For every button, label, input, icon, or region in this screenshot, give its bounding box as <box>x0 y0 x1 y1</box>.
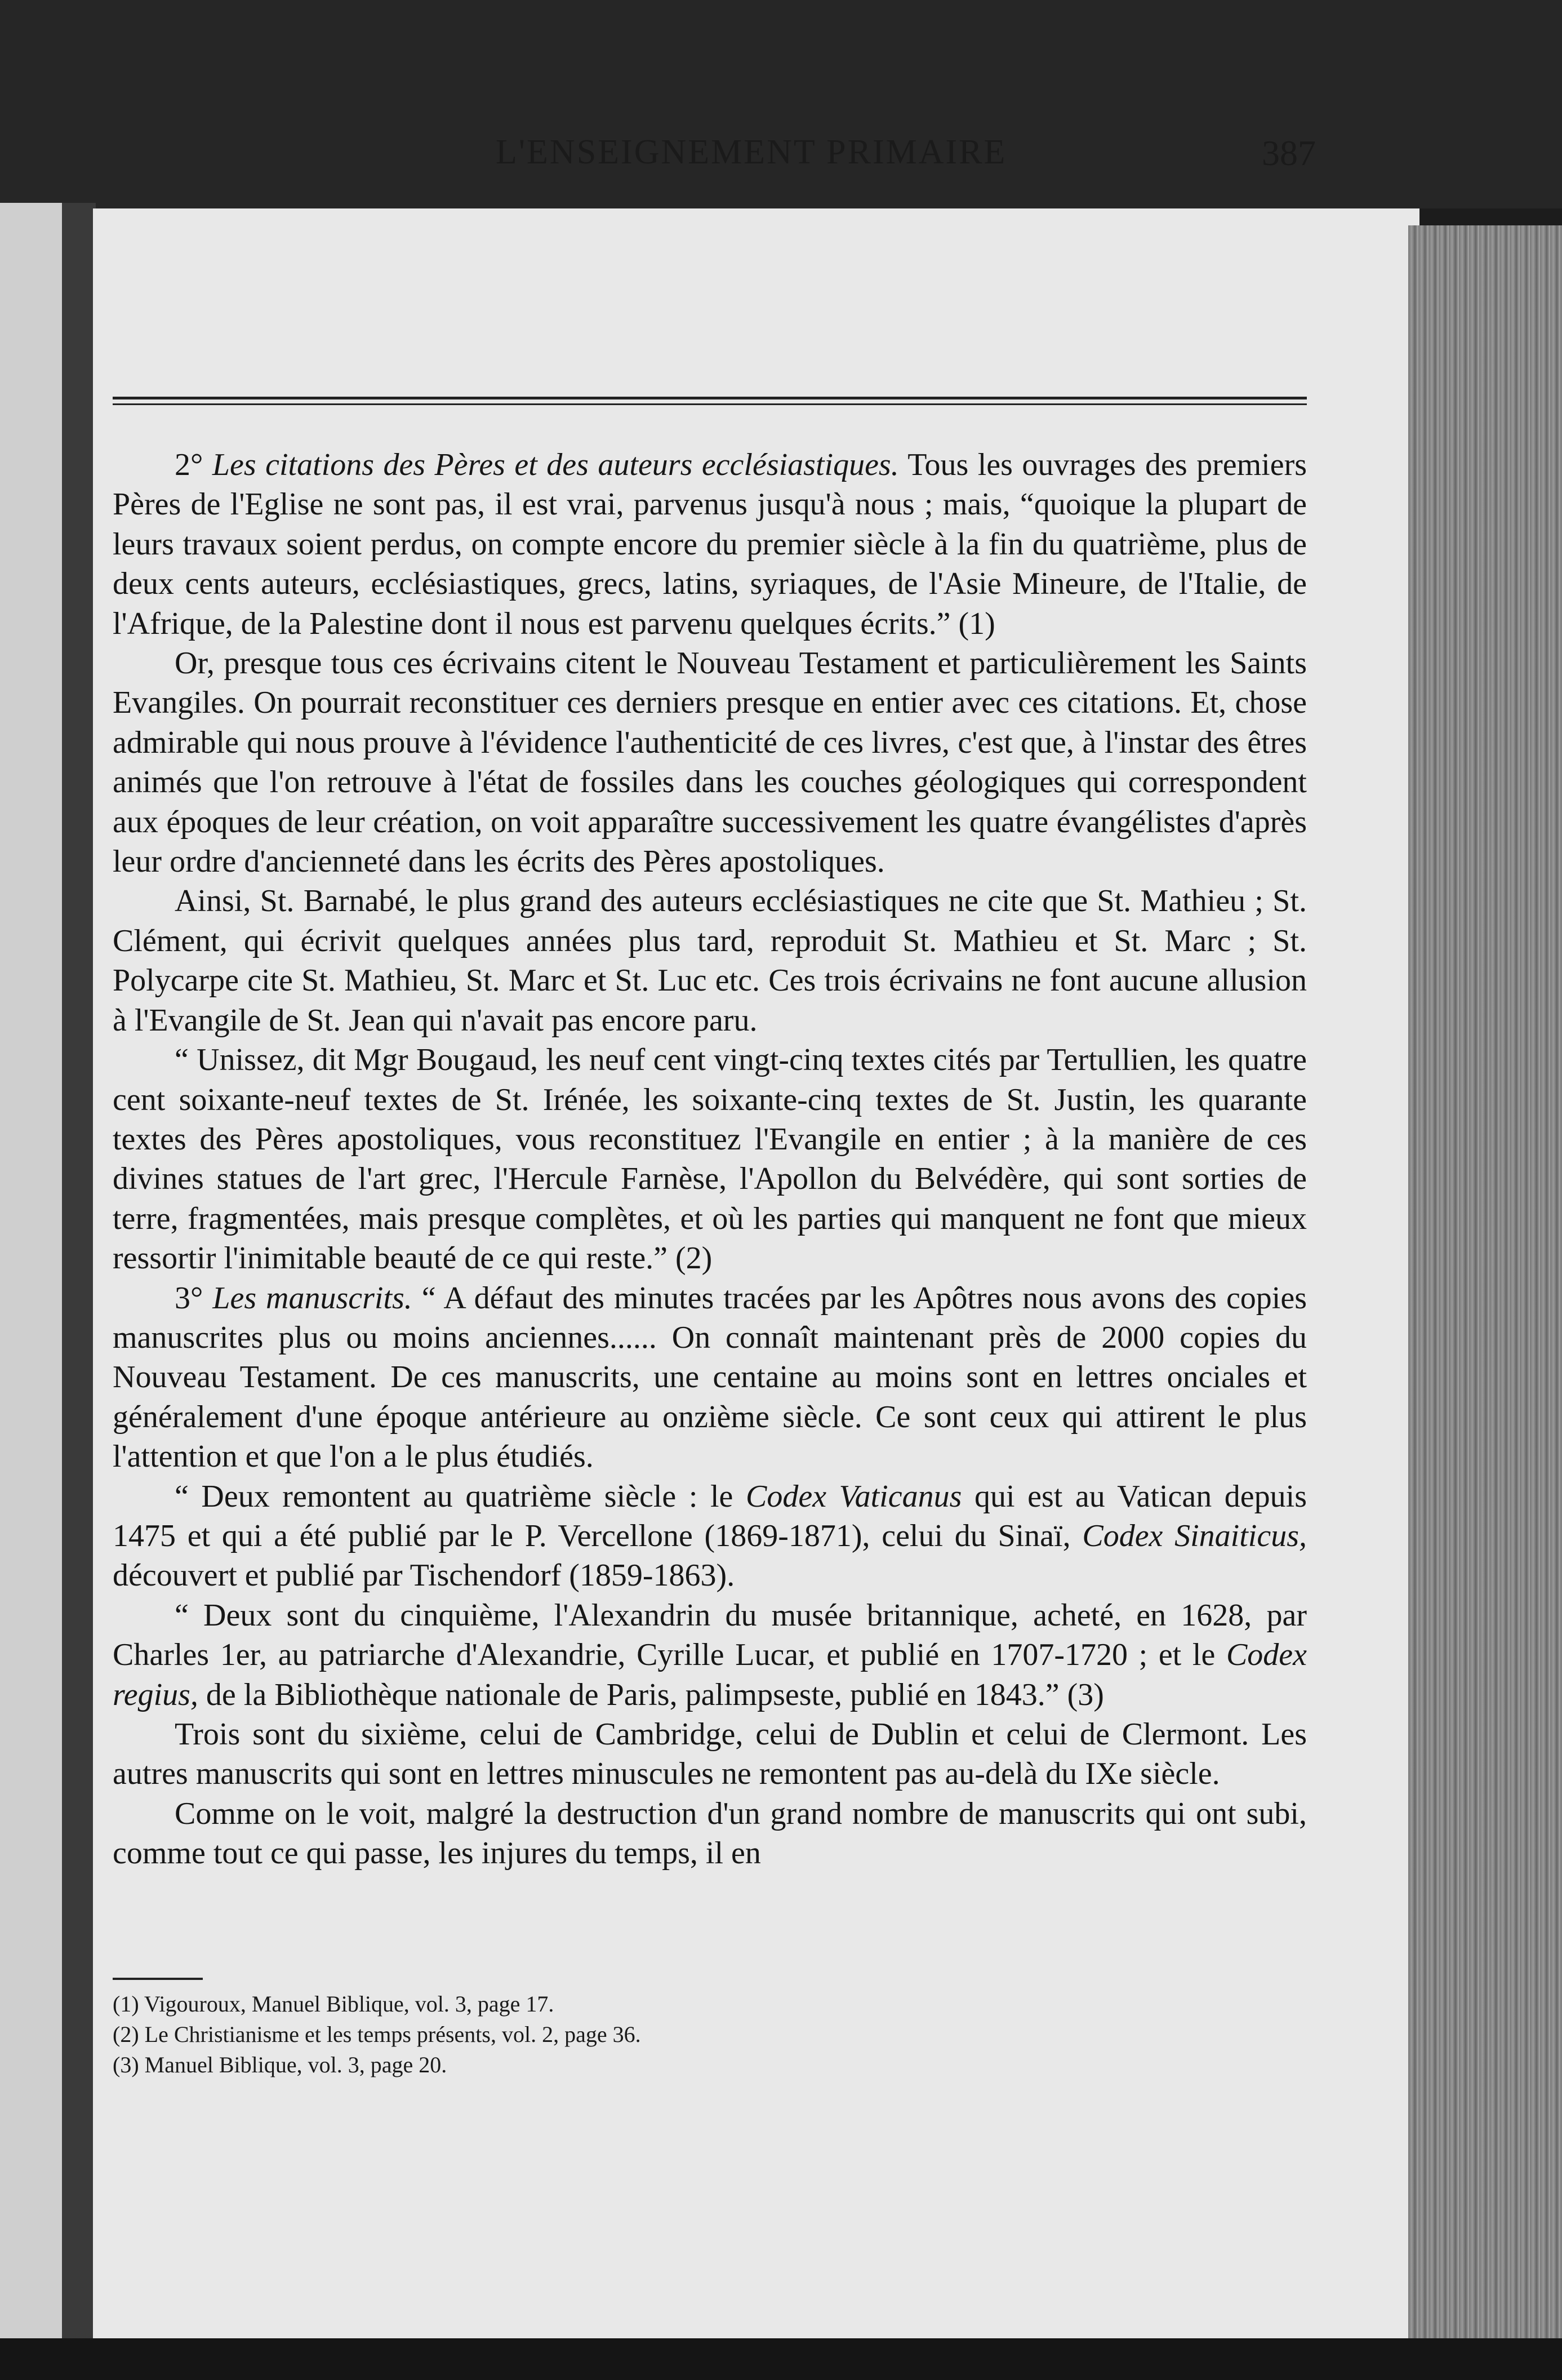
text-run: de la Bibliothèque nationale de Paris, palimpseste, publié en 1843.” (3) <box>206 1677 1104 1712</box>
codex-name: Codex Sinaiticus, <box>1082 1518 1307 1553</box>
text-run: “ Deux remontent au quatrième siècle : le <box>175 1478 733 1514</box>
header-rule-bottom <box>113 403 1307 405</box>
footnote-rule <box>113 1978 203 1980</box>
paragraph-quatrieme-siecle <box>113 1477 1307 1596</box>
paragraph-barnabe: Ainsi, St. Barnabé, le plus grand des auteurs ecclésiastiques ne cite que St. Mathieu ; St. Clément, qui écrivit quelques années plus tard, reproduit St. Mathieu et St. Marc ; St. Polycarpe cite St. Mathieu, St. Marc et St. Luc etc. Ces trois écrivains ne font aucune allusion à l'Evangile de St. Jean qui n'avait pas encore paru. <box>113 883 1307 1038</box>
footnotes <box>113 1989 1183 2080</box>
paragraph-text: “ A défaut des minutes tracées par les Apôtres nous avons des copies manuscrites plus ou moins anciennes...... On connaît maintenant près de 2000 copies du Nouveau Testament. De ces manuscrits, une centaine au moins sont en lettres onciales et généralement d'une époque antérieure au onzième siècle. Ce sont ceux qui attirent le plus l'attention et que l'on a le plus étudiés. <box>113 1280 1307 1475</box>
section-number: 2° <box>175 447 203 482</box>
section-number: 3° <box>175 1280 203 1316</box>
page-body <box>113 445 1307 1873</box>
scan-background-bottom <box>0 2338 1562 2380</box>
header-rule-top <box>113 397 1307 399</box>
paragraph-text: Tous les ouvrages des premiers Pères de l'Eglise ne sont pas, il est vrai, parvenus jusqu'à nous ; mais, “quoique la plupart de leurs travaux soient perdus, on compte encore du premier siècle à la fin du quatrième, plus de deux cents auteurs, ecclésiastiques, grecs, latins, syriaques, de l'Asie Mineure, de l'Italie, de l'Afrique, de la Palestine dont il nous est parvenu quelques écrits.” (1) <box>113 447 1307 641</box>
running-title: L'ENSEIGNEMENT PRIMAIRE <box>496 133 1007 171</box>
footnote-3: (3) Manuel Biblique, vol. 3, page 20. <box>113 2052 447 2077</box>
paragraph-conclusion: Comme on le voit, malgré la destruction d'un grand nombre de manuscrits qui ont subi, comme tout ce qui passe, les injures du temps, il en <box>113 1796 1307 1871</box>
paragraph-ecrivains: Or, presque tous ces écrivains citent le Nouveau Testament et particulièrement les Saints Evangiles. On pourrait reconstituer ces derniers presque en entier avec ces citations. Et, chose admirable qui nous prouve à l'évidence l'authenticité de ces livres, c'est que, à l'instar des êtres animés que l'on retrouve à l'état de fossiles dans les couches géologiques qui correspondent aux époques de leur création, on voit apparaître successivement les quatre évangélistes d'après leur ordre d'ancienneté dans les écrits des Pères apostoliques. <box>113 646 1307 880</box>
page-number: 387 <box>1262 133 1316 173</box>
page-header <box>113 132 1316 200</box>
codex-name: Codex regius, <box>113 1637 1307 1712</box>
codex-name: Codex Vaticanus <box>745 1478 962 1514</box>
paragraph-cinquieme-siecle <box>113 1596 1307 1715</box>
footnote-2: (2) Le Christianisme et les temps présents, vol. 2, page 36. <box>113 2022 641 2047</box>
text-run: qui est au Vatican depuis 1475 et qui a été publié par le P. Vercellone (1869-1871), celui du Sinaï, <box>113 1478 1307 1553</box>
page-block-edges <box>1408 225 1562 2380</box>
text-run: “ Deux sont du cinquième, l'Alexandrin du musée britannique, acheté, en 1628, par Charles 1er, au patriarche d'Alexandrie, Cyrille Lucar, et publié en 1707-1720 ; et le <box>113 1597 1307 1673</box>
paragraph-manuscrits <box>113 1278 1307 1477</box>
paragraph-bougaud-quote: “ Unissez, dit Mgr Bougaud, les neuf cent vingt-cinq textes cités par Tertullien, les quatre cent soixante-neuf textes de St. Irénée, les soixante-cinq textes de St. Justin, les quarante textes des Pères apostoliques, vous reconstituez l'Evangile en entier ; à la manière de ces divines statues de l'art grec, l'Hercule Farnèse, l'Apollon du Belvédère, qui sont sorties de terre, fragmentées, mais presque complètes, et où les parties qui manquent ne font que mieux ressortir l'inimitable beauté de ce qui reste.” (2) <box>113 1042 1307 1276</box>
paragraph-sixieme-siecle: Trois sont du sixième, celui de Cambridge, celui de Dublin et celui de Clermont. Les autres manuscrits qui sont en lettres minuscules ne remontent pas au-delà du IXe siècle. <box>113 1717 1307 1792</box>
section-heading: Les citations des Pères et des auteurs ecclésiastiques. <box>212 447 899 482</box>
section-heading: Les manuscrits. <box>212 1280 412 1316</box>
paragraph-citations <box>113 445 1307 643</box>
text-run: découvert et publié par Tischendorf (1859-1863). <box>113 1558 735 1593</box>
footnote-1: (1) Vigouroux, Manuel Biblique, vol. 3, page 17. <box>113 1991 554 2017</box>
book-gutter <box>62 203 96 2380</box>
